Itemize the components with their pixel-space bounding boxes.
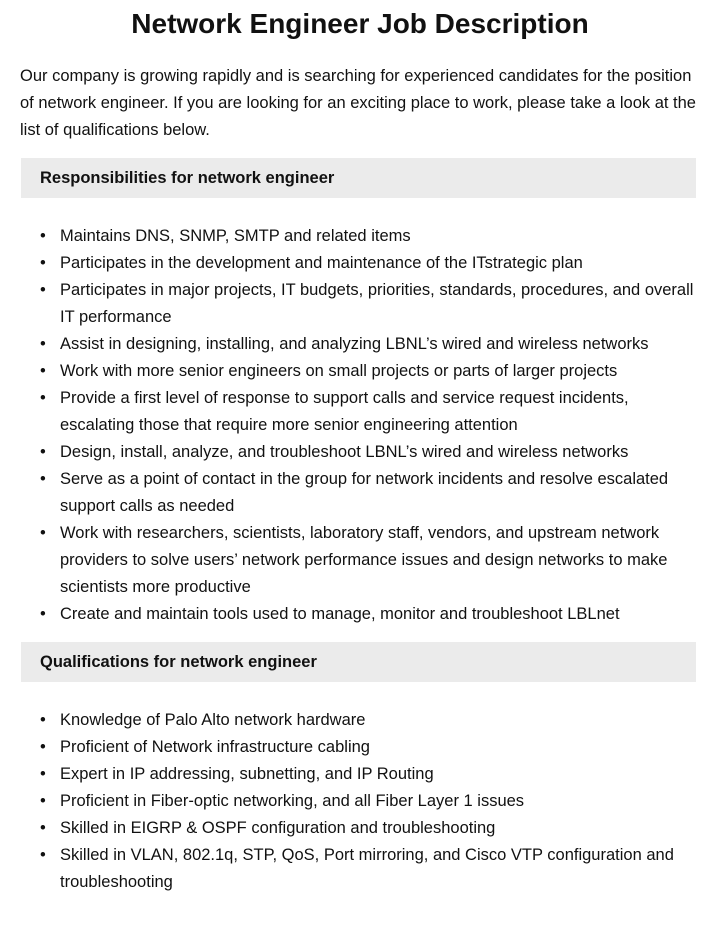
section-header-qualifications: [21, 642, 696, 682]
list-item: • Create and maintain tools used to manage, monitor and troubleshoot LBLnet: [40, 601, 700, 628]
list-item: • Serve as a point of contact in the group for network incidents and resolve escalated support calls as needed: [40, 466, 700, 520]
list-item: • Work with researchers, scientists, laboratory staff, vendors, and upstream network providers to solve users’ network performance issues and design networks to make scientists more productive: [40, 520, 700, 601]
list-item: • Maintains DNS, SNMP, SMTP and related items: [40, 223, 700, 250]
list-item: • Design, install, analyze, and troubleshoot LBNL’s wired and wireless networks: [40, 439, 700, 466]
list-item: • Assist in designing, installing, and analyzing LBNL’s wired and wireless networks: [40, 331, 700, 358]
list-item: • Participates in major projects, IT budgets, priorities, standards, procedures, and overall IT performance: [40, 277, 700, 331]
responsibilities-list: [0, 223, 700, 628]
list-item: • Participates in the development and maintenance of the ITstrategic plan: [40, 250, 700, 277]
list-item: • Skilled in VLAN, 802.1q, STP, QoS, Port mirroring, and Cisco VTP configuration and troubleshooting: [40, 842, 700, 896]
page-title: Network Engineer Job Description: [131, 8, 589, 39]
list-item: • Skilled in EIGRP & OSPF configuration and troubleshooting: [40, 815, 700, 842]
section-header-responsibilities: [21, 158, 696, 198]
list-item: • Work with more senior engineers on small projects or parts of larger projects: [40, 358, 700, 385]
list-item: • Knowledge of Palo Alto network hardware: [40, 707, 700, 734]
list-item: • Expert in IP addressing, subnetting, and IP Routing: [40, 761, 700, 788]
section-header-responsibilities-label: Responsibilities for network engineer: [40, 168, 335, 187]
section-header-qualifications-label: Qualifications for network engineer: [40, 652, 317, 671]
list-item: • Proficient of Network infrastructure cabling: [40, 734, 700, 761]
list-item: • Provide a first level of response to support calls and service request incidents, escalating those that require more senior engineering attention: [40, 385, 700, 439]
list-item: • Proficient in Fiber-optic networking, and all Fiber Layer 1 issues: [40, 788, 700, 815]
qualifications-list: [0, 707, 700, 896]
intro-paragraph: Our company is growing rapidly and is searching for experienced candidates for the position of network engineer. If you are looking for an exciting place to work, please take a look at the list of qualifications below.: [20, 67, 696, 139]
